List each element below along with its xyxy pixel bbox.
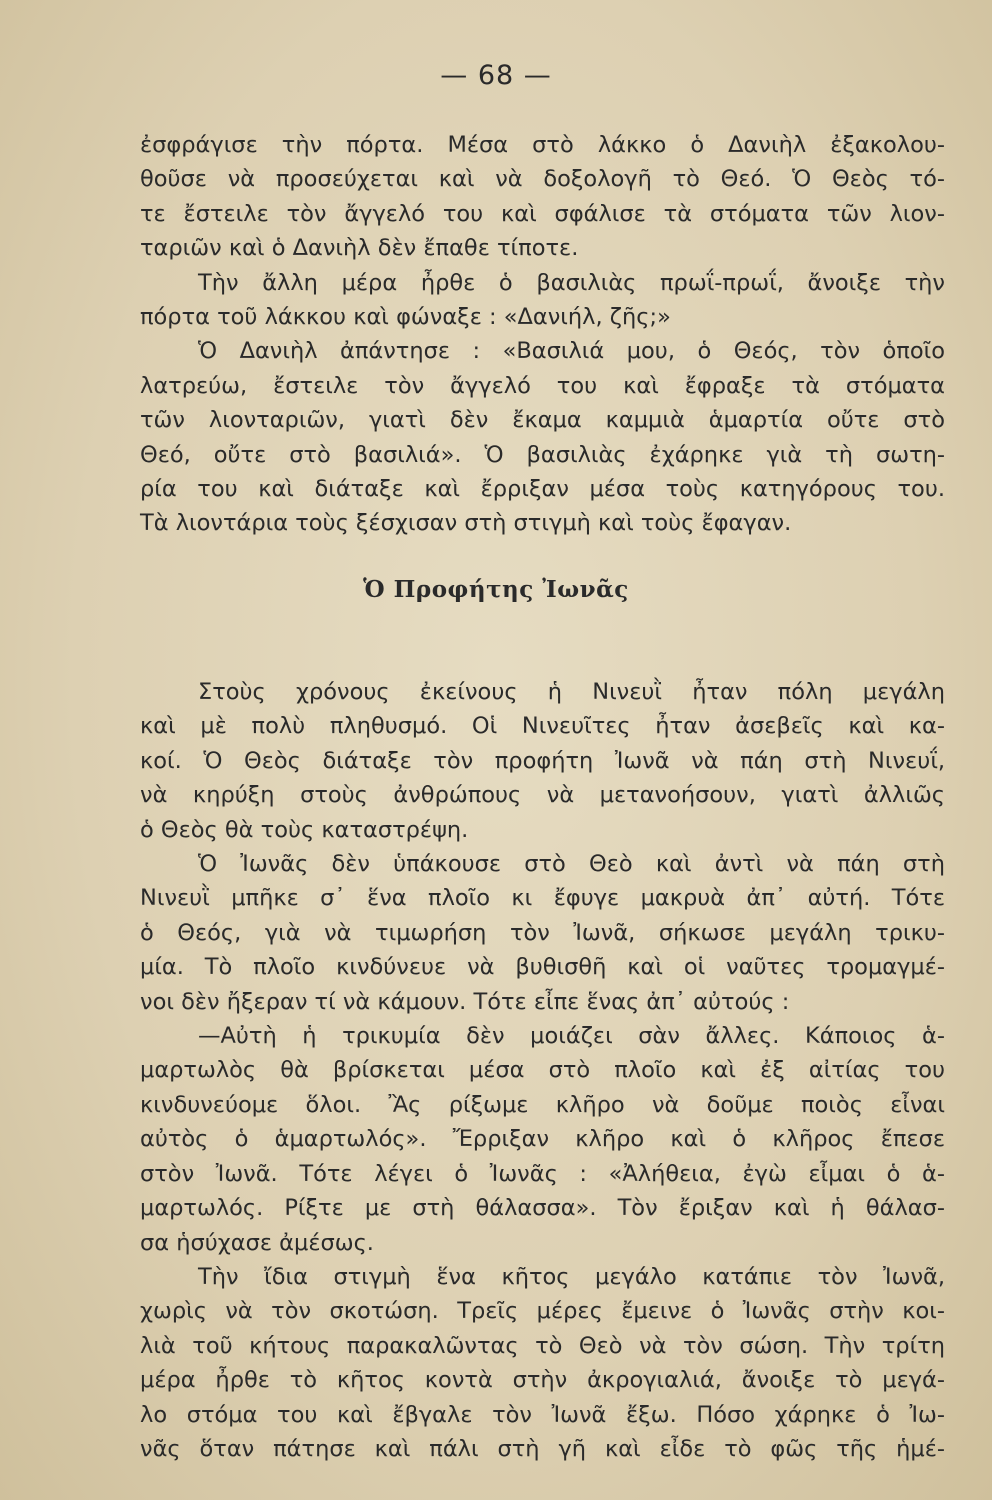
text-line: Τὴν ἄλλη μέρα ἦρθε ὁ βασιλιὰς πρωΐ-πρωΐ, ἄνοιξε τὴν (198, 269, 945, 296)
text-line: Τὰ λιοντάρια τοὺς ξέσχισαν στὴ στιγμὴ καὶ τοὺς ἔφαγαν. (140, 510, 792, 537)
text-line: κινδυνεύομε ὅλοι. Ἂς ρίξωμε κλῆρο νὰ δοῦμε ποιὸς εἶναι (140, 1091, 945, 1118)
text-line: Τὴν ἴδια στιγμὴ ἕνα κῆτος μεγάλο κατάπιε τὸν Ἰωνᾶ, (198, 1263, 945, 1290)
text-line: κοί. Ὁ Θεὸς διάταξε τὸν προφήτη Ἰωνᾶ νὰ πάη στὴ Νινευΐ, (140, 747, 945, 774)
text-line: ὁ Θεὸς θὰ τοὺς καταστρέψη. (140, 816, 469, 843)
text-line: Στοὺς χρόνους ἐκείνους ἡ Νινευῒ ἦταν πόλη μεγάλη (198, 679, 945, 705)
text-line: Ὁ Ἰωνᾶς δὲν ὑπάκουσε στὸ Θεὸ καὶ ἀντὶ νὰ πάη στὴ (198, 851, 945, 878)
text-line: μαρτωλὸς θὰ βρίσκεται μέσα στὸ πλοῖο καὶ ἐξ αἰτίας του (140, 1057, 945, 1084)
text-line: θοῦσε νὰ προσεύχεται καὶ νὰ δοξολογῆ τὸ Θεό. Ὁ Θεὸς τό- (140, 166, 945, 193)
text-line: Θεό, οὔτε στὸ βασιλιά». Ὁ βασιλιὰς ἐχάρηκε γιὰ τὴ σωτη- (140, 441, 945, 468)
text-block-jonah (140, 675, 945, 1466)
text-line: Νινευῒ μπῆκε σ᾿ ἕνα πλοῖο κι ἔφυγε μακρυὰ ἀπ᾿ αὐτή. Τότε (140, 885, 945, 912)
text-line: ἐσφράγισε τὴν πόρτα. Μέσα στὸ λάκκο ὁ Δανιὴλ ἐξακολου- (140, 132, 945, 158)
text-block-daniel (140, 128, 945, 541)
text-line: λο στόμα του καὶ ἔβγαλε τὸν Ἰωνᾶ ἔξω. Πόσο χάρηκε ὁ Ἰω- (140, 1401, 945, 1428)
paragraph (140, 675, 945, 847)
paragraph (140, 1019, 945, 1260)
text-line: αὐτὸς ὁ ἁμαρτωλός». Ἔρριξαν κλῆρο καὶ ὁ κλῆρος ἔπεσε (140, 1126, 945, 1153)
text-line: μέρα ἦρθε τὸ κῆτος κοντὰ στὴν ἀκρογιαλιά, ἄνοιξε τὸ μεγά- (140, 1367, 945, 1394)
text-line: ταριῶν καὶ ὁ Δανιὴλ δὲν ἔπαθε τίποτε. (140, 235, 579, 262)
text-line: ρία του καὶ διάταξε καὶ ἔρριξαν μέσα τοὺς κατηγόρους του. (140, 476, 945, 503)
text-line: τῶν λιονταριῶν, γιατὶ δὲν ἔκαμα καμμιὰ ἁμαρτία οὔτε στὸ (140, 407, 945, 434)
text-line: πόρτα τοῦ λάκκου καὶ φώναξε : «Δανιήλ, ζῆς;» (140, 304, 671, 331)
text-line: τε ἔστειλε τὸν ἄγγελό του καὶ σφάλισε τὰ στόματα τῶν λιον- (140, 200, 945, 227)
section-heading: Ὁ Προφήτης Ἰωνᾶς (363, 576, 629, 603)
text-line: νὰ κηρύξη στοὺς ἀνθρώπους νὰ μετανοήσουν, γιατὶ ἀλλιῶς (140, 782, 945, 809)
text-line: νᾶς ὅταν πάτησε καὶ πάλι στὴ γῆ καὶ εἶδε τὸ φῶς τῆς ἡμέ- (140, 1435, 945, 1462)
paragraph (140, 334, 945, 540)
page-number: — 68 — (440, 60, 552, 91)
text-line: λατρεύω, ἔστειλε τὸν ἄγγελό του καὶ ἔφραξε τὰ στόματα (140, 372, 945, 399)
paragraph (140, 128, 945, 266)
text-line: χωρὶς νὰ τὸν σκοτώση. Τρεῖς μέρες ἔμεινε ὁ Ἰωνᾶς στὴν κοι- (140, 1298, 945, 1325)
paragraph (140, 266, 945, 335)
paragraph (140, 1260, 945, 1466)
text-line: στὸν Ἰωνᾶ. Τότε λέγει ὁ Ἰωνᾶς : «Ἀλήθεια, ἐγὼ εἶμαι ὁ ἁ- (140, 1160, 945, 1187)
paragraph (140, 847, 945, 1019)
text-line: ὁ Θεός, γιὰ νὰ τιμωρήση τὸν Ἰωνᾶ, σήκωσε μεγάλη τρικυ- (140, 919, 945, 946)
text-line: καὶ μὲ πολὺ πληθυσμό. Οἱ Νινευῖτες ἦταν ἀσεβεῖς καὶ κα- (140, 713, 945, 740)
text-line: μία. Τὸ πλοῖο κινδύνευε νὰ βυθισθῆ καὶ οἱ ναῦτες τρομαγμέ- (140, 954, 945, 981)
text-line: Ὁ Δανιὴλ ἀπάντησε : «Βασιλιά μου, ὁ Θεός, τὸν ὁποῖο (198, 338, 945, 365)
text-line: —Αὐτὴ ἡ τρικυμία δὲν μοιάζει σὰν ἄλλες. Κάποιος ἁ- (198, 1023, 945, 1050)
text-line: σα ἡσύχασε ἀμέσως. (140, 1229, 374, 1256)
text-line: μαρτωλός. Ρίξτε με στὴ θάλασσα». Τὸν ἔριξαν καὶ ἡ θάλασ- (140, 1195, 945, 1222)
text-line: λιὰ τοῦ κήτους παρακαλῶντας τὸ Θεὸ νὰ τὸν σώση. Τὴν τρίτη (140, 1332, 945, 1359)
text-line: νοι δὲν ἤξεραν τί νὰ κάμουν. Τότε εἶπε ἕνας ἀπ᾿ αὐτούς : (140, 988, 790, 1015)
